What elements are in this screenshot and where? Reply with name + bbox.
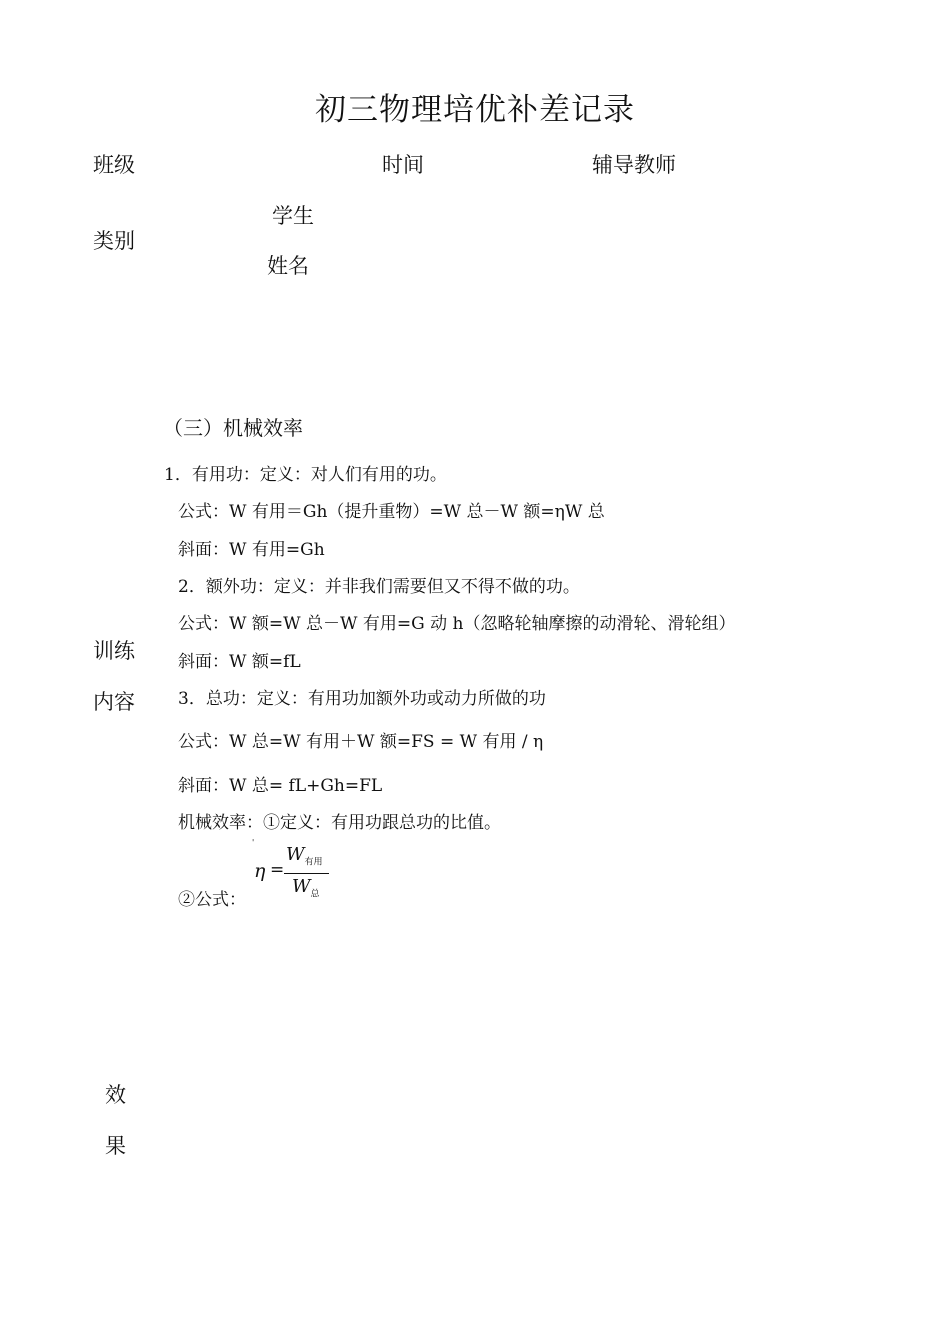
section-title: （三）机械效率 — [163, 416, 303, 440]
content-line: 2．额外功：定义：并非我们需要但又不得不做的功。 — [178, 577, 580, 597]
student-label-line2: 姓名 — [267, 254, 309, 278]
content-line: 公式：W 额=W 总－W 有用=G 动 h（忽略轮轴摩擦的动滑轮、滑轮组） — [178, 614, 736, 634]
formula-denominator-sub: 总 — [310, 889, 320, 900]
formula-label: ②公式： — [178, 890, 246, 910]
formula-eta: η — [254, 860, 266, 882]
formula-tick: ' — [252, 838, 255, 847]
training-label-line2: 内容 — [93, 690, 135, 714]
effect-label-line2: 果 — [105, 1134, 126, 1158]
training-label-line1: 训练 — [93, 639, 135, 663]
content-line: 斜面：W 额=fL — [178, 652, 301, 672]
page-title: 初三物理培优补差记录 — [315, 92, 635, 128]
teacher-label: 辅导教师 — [592, 153, 676, 177]
content-line: 公式：W 有用＝Gh（提升重物）=W 总－W 额=ηW 总 — [178, 502, 605, 522]
formula-denominator-symbol: W — [292, 876, 311, 897]
formula-numerator-symbol: W — [286, 844, 305, 865]
content-line: 公式：W 总=W 有用＋W 额=FS = W 有用 / η — [178, 732, 544, 752]
content-line: 机械效率：①定义：有用功跟总功的比值。 — [178, 813, 501, 833]
formula-equals: = — [270, 860, 285, 880]
content-line: 斜面：W 有用=Gh — [178, 540, 325, 560]
effect-label-line1: 效 — [105, 1083, 126, 1107]
class-label: 班级 — [93, 153, 135, 177]
fraction-bar — [284, 873, 329, 874]
formula-numerator-sub: 有用 — [304, 857, 323, 868]
formula-numerator — [286, 844, 323, 868]
content-line: 1．有用功：定义：对人们有用的功。 — [164, 465, 447, 485]
efficiency-formula — [252, 838, 342, 908]
student-label-line1: 学生 — [272, 204, 314, 228]
category-label: 类别 — [93, 229, 135, 253]
time-label: 时间 — [382, 153, 424, 177]
content-line: 3．总功：定义：有用功加额外功或动力所做的功 — [178, 689, 546, 709]
formula-denominator — [292, 876, 320, 900]
content-line: 斜面：W 总= fL+Gh=FL — [178, 776, 383, 796]
